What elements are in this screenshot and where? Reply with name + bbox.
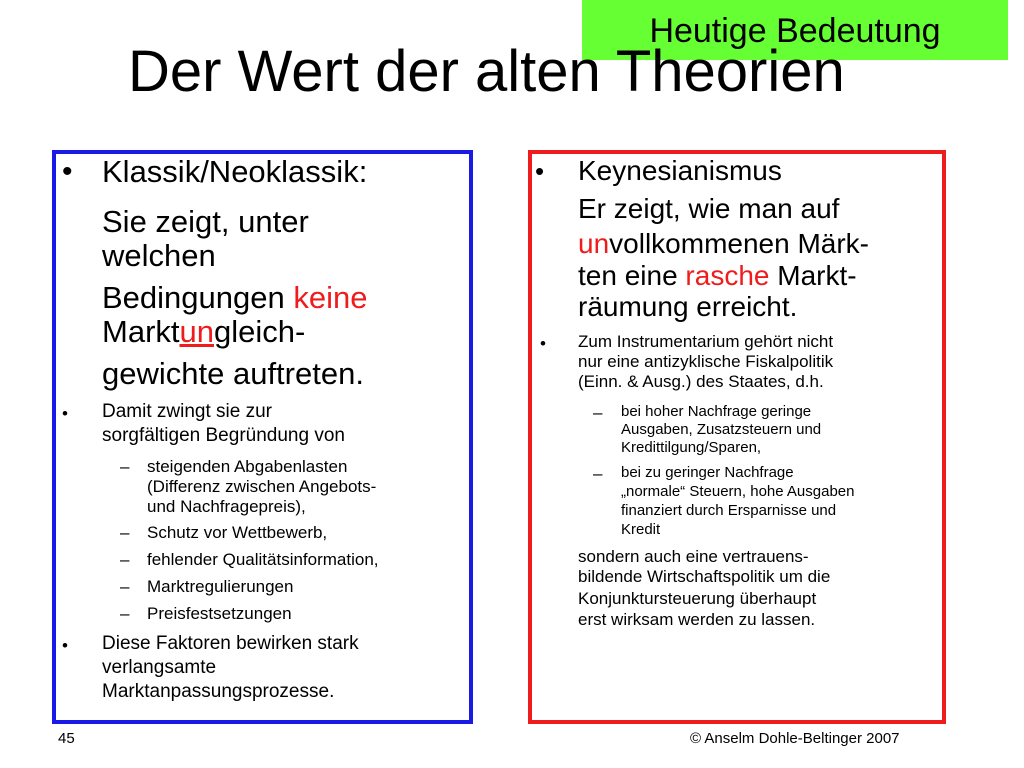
- sub-item-line: Schutz vor Wettbewerb,: [147, 523, 328, 542]
- rasche-highlight: rasche: [685, 260, 770, 291]
- sub-item-line: steigenden Abgabenlasten: [147, 457, 348, 476]
- keynes-text-line: [578, 261, 857, 291]
- dash-icon: –: [593, 403, 603, 422]
- sub-item-line: Preisfestsetzungen: [147, 604, 292, 623]
- klassik-text-line: gewichte auftreten.: [102, 356, 364, 391]
- keynes-text-part: vollkommenen Märk-: [609, 228, 870, 259]
- klassik-bullet-line: sorgfältigen Begründung von: [102, 425, 345, 446]
- keynes-text-part: Markt-: [769, 260, 857, 291]
- bullet-icon: •: [62, 636, 68, 655]
- keynes-text-part: ten eine: [578, 260, 686, 291]
- keynes-tail-line: sondern auch eine vertrauens-: [578, 547, 809, 566]
- dash-icon: –: [120, 457, 130, 476]
- sub-item-line: und Nachfragepreis),: [147, 497, 306, 516]
- keynes-heading: Keynesianismus: [578, 155, 782, 186]
- keynes-tail-line: bildende Wirtschaftspolitik um die: [578, 567, 831, 586]
- klassik-text-line: welchen: [102, 238, 216, 273]
- dash-icon: –: [120, 523, 130, 542]
- klassik-bullet-line: Marktanpassungsprozesse.: [102, 681, 335, 702]
- klassik-text-line: Sie zeigt, unter: [102, 204, 309, 239]
- sub-item-line: Kredittilgung/Sparen,: [621, 439, 762, 456]
- sub-item-line: bei zu geringer Nachfrage: [621, 464, 794, 481]
- klassik-bullet-line: verlangsamte: [102, 657, 217, 678]
- sub-item-line: bei hoher Nachfrage geringe: [621, 403, 812, 420]
- keynes-bullet-line: nur eine antizyklische Fiskalpolitik: [578, 352, 834, 371]
- keynes-tail-line: Konjunktursteuerung überhaupt: [578, 589, 817, 608]
- klassik-text-part: Bedingungen: [102, 280, 294, 315]
- sub-item-line: fehlender Qualitätsinformation,: [147, 550, 379, 569]
- dash-icon: –: [593, 464, 603, 483]
- bullet-icon: •: [535, 156, 545, 186]
- sub-item-line: (Differenz zwischen Angebots-: [147, 477, 377, 496]
- keynes-text-line: Er zeigt, wie man auf: [578, 193, 840, 224]
- dash-icon: –: [120, 550, 130, 569]
- copyright-notice: © Anselm Dohle-Beltinger 2007: [690, 730, 900, 747]
- sub-item-line: Kredit: [621, 521, 661, 538]
- klassik-text-part: Markt: [102, 314, 180, 349]
- slide-title: Der Wert der alten Theorien: [128, 39, 845, 104]
- un-highlight: un: [179, 314, 214, 349]
- sub-item-line: Ausgaben, Zusatzsteuern und: [621, 421, 822, 438]
- klassik-text-line: [102, 281, 367, 315]
- klassik-bullet-line: Damit zwingt sie zur: [102, 401, 272, 422]
- keynes-tail-line: erst wirksam werden zu lassen.: [578, 610, 816, 629]
- un-highlight: un: [578, 228, 610, 259]
- klassik-text-line: [102, 315, 305, 349]
- dash-icon: –: [120, 604, 130, 623]
- keynes-text-line: räumung erreicht.: [578, 291, 798, 322]
- bullet-icon: •: [62, 155, 73, 188]
- bullet-icon: •: [540, 334, 546, 353]
- keynes-bullet-line: Zum Instrumentarium gehört nicht: [578, 332, 834, 351]
- sub-item-line: finanziert durch Ersparnisse und: [621, 502, 837, 519]
- klassik-heading: Klassik/Neoklassik:: [102, 154, 368, 189]
- keine-highlight: keine: [293, 280, 368, 315]
- bullet-icon: •: [62, 404, 68, 423]
- page-number: 45: [58, 730, 75, 747]
- dash-icon: –: [120, 577, 130, 596]
- keynes-bullet-line: (Einn. & Ausg.) des Staates, d.h.: [578, 372, 824, 391]
- heutige-bedeutung-tag: Heutige Bedeutung: [582, 0, 1008, 60]
- keynes-text-line: [578, 229, 869, 259]
- sub-item-line: Marktregulierungen: [147, 577, 294, 596]
- sub-item-line: „normale“ Steuern, hohe Ausgaben: [621, 483, 855, 500]
- klassik-text-part: gleich-: [213, 314, 306, 349]
- klassik-bullet-line: Diese Faktoren bewirken stark: [102, 633, 359, 654]
